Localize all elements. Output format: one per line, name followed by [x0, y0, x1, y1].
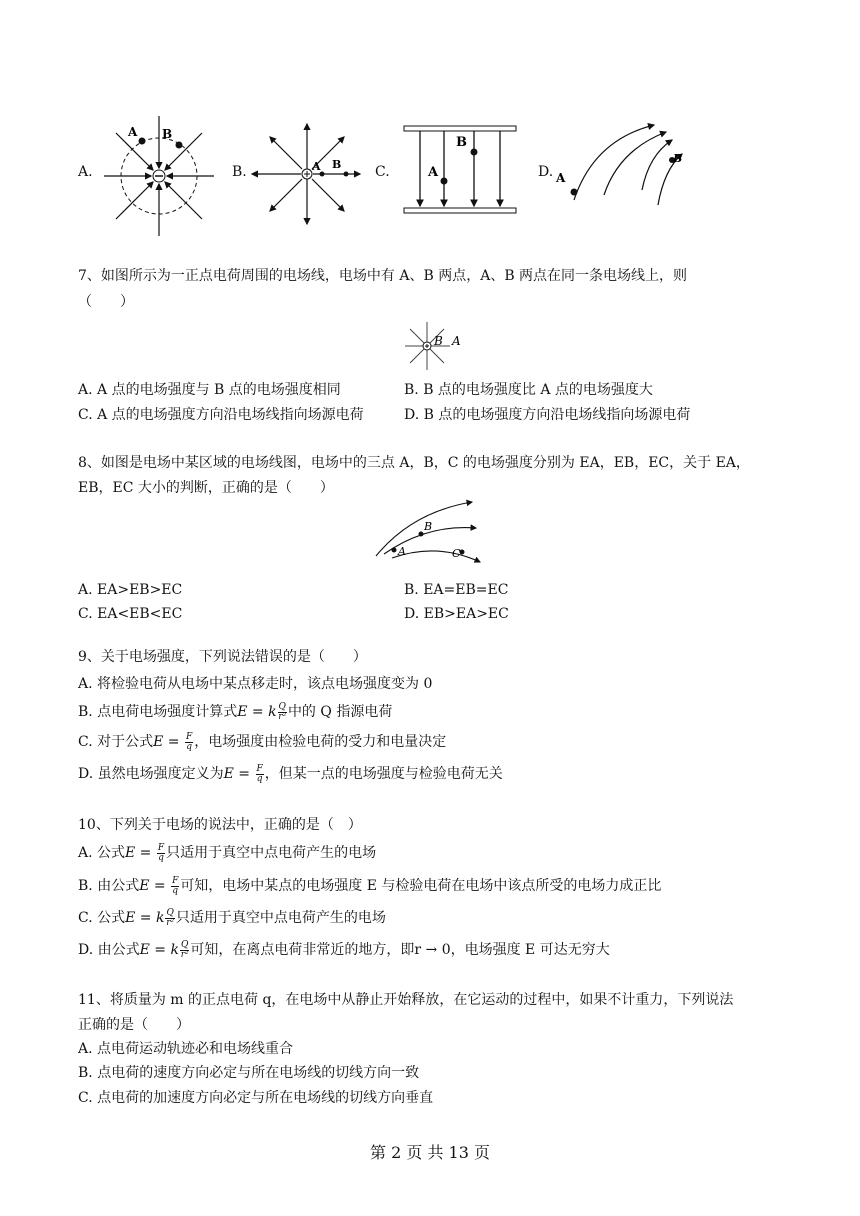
- q8-stem-line1: 8、如图是电场中某区域的电场线图，电场中的三点 A，B，C 的电场强度分别为 EA，EB，EC，关于 EA，: [78, 455, 750, 471]
- q7-option-c: C. A 点的电场强度方向沿电场线指向场源电荷: [78, 407, 364, 423]
- q10-option-d: D. 由公式E = k $\frac{Q}{\text{r²}}$ 可知，在离点电荷非常近的地方，即r → 0，电场强度 E 可达无穷大: [78, 939, 610, 960]
- q8-stem-line2: EB，EC 大小的判断，正确的是（ ）: [78, 480, 334, 496]
- page-number-footer: 第 2 页 共 13 页: [370, 1143, 490, 1162]
- q11-option-a: A. 点电荷运动轨迹必和电场线重合: [78, 1041, 294, 1057]
- q9-option-c: C. 对于公式E = $\frac{F}{q}$ ，电场强度由检验电荷的受力和电量决定: [78, 731, 447, 752]
- q6a-label-a: A: [128, 125, 138, 139]
- q8-option-c: C. EA<EB<EC: [78, 606, 183, 622]
- q8-figure: [372, 500, 484, 572]
- q7-label-b: B: [434, 334, 443, 348]
- q9-stem: 9、关于电场强度，下列说法错误的是（ ）: [78, 649, 367, 665]
- q8-label-a: A: [398, 545, 406, 558]
- q10-stem: 10、下列关于电场的说法中，正确的是（ ）: [78, 817, 362, 833]
- q10-option-a: A. 公式E = $\frac{F}{q}$ 只适用于真空中点电荷产生的电场: [78, 842, 377, 863]
- q6a-label-b: B: [162, 127, 173, 141]
- q7-option-b: B. B 点的电场强度比 A 点的电场强度大: [404, 382, 653, 398]
- q6-option-a-label: A.: [78, 164, 93, 180]
- q10-option-b: B. 由公式E = $\frac{F}{q}$ 可知，电场中某点的电场强度 E 与检验电荷在电场中该点所受的电场力成正比: [78, 875, 662, 896]
- q6-option-d-label: D.: [538, 164, 554, 180]
- q8-label-c: C: [452, 547, 461, 560]
- q8-option-d: D. EB>EA>EC: [404, 606, 509, 622]
- q6c-label-b: B: [456, 135, 467, 150]
- q7-label-a: A: [452, 334, 461, 348]
- q9-option-b: B. 点电荷电场强度计算式E = k $\frac{Q}{\text{r²}}$ 中的 Q 指源电荷: [78, 701, 393, 722]
- q7-option-a: A. A 点的电场强度与 B 点的电场强度相同: [78, 382, 341, 398]
- q6c-label-a: A: [428, 165, 439, 180]
- q6-option-b-label: B.: [232, 164, 247, 180]
- q8-option-a: A. EA>EB>EC: [78, 582, 183, 598]
- q10-option-c: C. 公式E = k $\frac{Q}{\text{r²}}$ 只适用于真空中点电荷产生的电场: [78, 907, 386, 928]
- q6b-label-b: B: [332, 158, 342, 171]
- q7-stem-line1: 7、如图所示为一正点电荷周围的电场线，电场中有 A、B 两点，A、B 两点在同一条电场线上，则: [78, 268, 688, 284]
- q11-option-b: B. 点电荷的速度方向必定与所在电场线的切线方向一致: [78, 1065, 420, 1081]
- q8-label-b: B: [424, 520, 433, 533]
- q7-stem-line2: （ ）: [78, 294, 134, 310]
- q6-option-c-label: C.: [375, 164, 390, 180]
- q7-figure: [390, 322, 470, 370]
- q6b-label-a: A: [312, 160, 321, 173]
- q11-stem-line2: 正确的是（ ）: [78, 1017, 190, 1033]
- q6d-label-b: B: [673, 152, 683, 165]
- q6-figure-a: [104, 116, 214, 236]
- q6-figure-c: [404, 126, 516, 214]
- q8-option-b: B. EA=EB=EC: [404, 582, 509, 598]
- q9-option-d: D. 虽然电场强度定义为E = $\frac{F}{q}$ ，但某一点的电场强度与检验电荷无关: [78, 763, 503, 784]
- q11-stem-line1: 11、将质量为 m 的正点电荷 q，在电场中从静止开始释放，在它运动的过程中，如果不计重力，下列说法: [78, 992, 734, 1008]
- q6-figure-b: [252, 124, 362, 224]
- q7-option-d: D. B 点的电场强度方向沿电场线指向场源电荷: [404, 407, 691, 423]
- q6-figure-d: [554, 120, 684, 215]
- q11-option-c: C. 点电荷的加速度方向必定与所在电场线的切线方向垂直: [78, 1090, 434, 1106]
- q6d-label-a: A: [556, 171, 566, 185]
- q9-option-a: A. 将检验电荷从电场中某点移走时，该点电场强度变为 0: [78, 676, 433, 692]
